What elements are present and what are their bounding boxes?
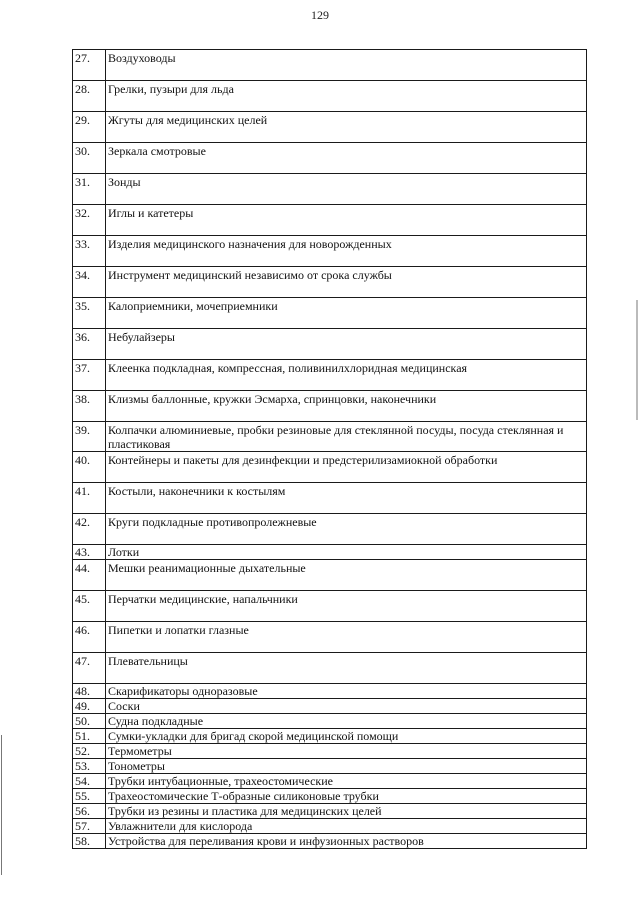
table-row <box>73 684 587 699</box>
row-number: 56. <box>73 804 106 819</box>
table-row <box>73 545 587 560</box>
row-number: 53. <box>73 759 106 774</box>
row-number: 27. <box>73 50 106 81</box>
row-item-name: Увлажнители для кислорода <box>106 819 587 834</box>
row-number: 29. <box>73 112 106 143</box>
table-row <box>73 759 587 774</box>
table-row <box>73 81 587 112</box>
table-row <box>73 653 587 684</box>
table-row <box>73 174 587 205</box>
table-row <box>73 391 587 422</box>
row-item-name: Трахеостомические Т-образные силиконовые трубки <box>106 789 587 804</box>
row-item-name: Устройства для переливания крови и инфузионных растворов <box>106 834 587 849</box>
row-number: 35. <box>73 298 106 329</box>
items-table <box>72 49 587 849</box>
row-number: 41. <box>73 483 106 514</box>
row-item-name: Колпачки алюминиевые, пробки резиновые для стеклянной посуды, посуда стеклянная и пластиковая <box>106 422 587 452</box>
row-number: 33. <box>73 236 106 267</box>
row-item-name: Зеркала смотровые <box>106 143 587 174</box>
table-row <box>73 112 587 143</box>
row-item-name: Воздуховоды <box>106 50 587 81</box>
scan-edge-shadow <box>636 300 638 420</box>
row-number: 36. <box>73 329 106 360</box>
table-row <box>73 789 587 804</box>
table-row <box>73 329 587 360</box>
row-item-name: Трубки из резины и пластика для медицинских целей <box>106 804 587 819</box>
row-item-name: Иглы и катетеры <box>106 205 587 236</box>
row-number: 31. <box>73 174 106 205</box>
table-row <box>73 360 587 391</box>
table-row <box>73 804 587 819</box>
row-number: 42. <box>73 514 106 545</box>
row-number: 50. <box>73 714 106 729</box>
row-number: 28. <box>73 81 106 112</box>
row-item-name: Сумки-укладки для бригад скорой медицинской помощи <box>106 729 587 744</box>
row-number: 34. <box>73 267 106 298</box>
row-number: 37. <box>73 360 106 391</box>
table-row <box>73 267 587 298</box>
row-item-name: Зонды <box>106 174 587 205</box>
table-row <box>73 514 587 545</box>
table-row <box>73 591 587 622</box>
row-number: 30. <box>73 143 106 174</box>
table-row <box>73 452 587 483</box>
row-number: 58. <box>73 834 106 849</box>
row-item-name: Соски <box>106 699 587 714</box>
table-row <box>73 422 587 452</box>
items-table-body <box>73 50 587 849</box>
row-item-name: Небулайзеры <box>106 329 587 360</box>
row-item-name: Мешки реанимационные дыхательные <box>106 560 587 591</box>
table-row <box>73 560 587 591</box>
table-row <box>73 622 587 653</box>
table-row <box>73 774 587 789</box>
row-number: 45. <box>73 591 106 622</box>
table-row <box>73 143 587 174</box>
row-item-name: Контейнеры и пакеты для дезинфекции и предстерилизамиокной обработки <box>106 452 587 483</box>
row-item-name: Круги подкладные противопролежневые <box>106 514 587 545</box>
page-number: 129 <box>311 8 329 22</box>
row-item-name: Перчатки медицинские, напальчники <box>106 591 587 622</box>
row-number: 51. <box>73 729 106 744</box>
row-number: 38. <box>73 391 106 422</box>
row-item-name: Костыли, наконечники к костылям <box>106 483 587 514</box>
table-row <box>73 205 587 236</box>
table-row <box>73 744 587 759</box>
row-item-name: Тонометры <box>106 759 587 774</box>
row-item-name: Лотки <box>106 545 587 560</box>
table-row <box>73 50 587 81</box>
row-item-name: Клизмы баллонные, кружки Эсмарха, спринцовки, наконечники <box>106 391 587 422</box>
row-number: 55. <box>73 789 106 804</box>
row-number: 32. <box>73 205 106 236</box>
row-number: 52. <box>73 744 106 759</box>
table-row <box>73 834 587 849</box>
row-number: 39. <box>73 422 106 452</box>
table-row <box>73 236 587 267</box>
row-item-name: Изделия медицинского назначения для новорожденных <box>106 236 587 267</box>
row-item-name: Термометры <box>106 744 587 759</box>
table-row <box>73 483 587 514</box>
table-row <box>73 699 587 714</box>
row-item-name: Трубки интубационные, трахеостомические <box>106 774 587 789</box>
row-number: 48. <box>73 684 106 699</box>
row-item-name: Клеенка подкладная, компрессная, поливинилхлоридная медицинская <box>106 360 587 391</box>
table-row <box>73 729 587 744</box>
row-number: 40. <box>73 452 106 483</box>
row-number: 46. <box>73 622 106 653</box>
table-row <box>73 298 587 329</box>
row-item-name: Судна подкладные <box>106 714 587 729</box>
row-item-name: Жгуты для медицинских целей <box>106 112 587 143</box>
row-number: 54. <box>73 774 106 789</box>
row-number: 57. <box>73 819 106 834</box>
row-item-name: Плевательницы <box>106 653 587 684</box>
row-number: 43. <box>73 545 106 560</box>
row-number: 49. <box>73 699 106 714</box>
row-item-name: Пипетки и лопатки глазные <box>106 622 587 653</box>
scan-edge-mark <box>1 735 2 875</box>
row-number: 44. <box>73 560 106 591</box>
row-item-name: Скарификаторы одноразовые <box>106 684 587 699</box>
table-row <box>73 714 587 729</box>
table-row <box>73 819 587 834</box>
row-item-name: Инструмент медицинский независимо от срока службы <box>106 267 587 298</box>
row-item-name: Грелки, пузыри для льда <box>106 81 587 112</box>
row-item-name: Калоприемники, мочеприемники <box>106 298 587 329</box>
row-number: 47. <box>73 653 106 684</box>
